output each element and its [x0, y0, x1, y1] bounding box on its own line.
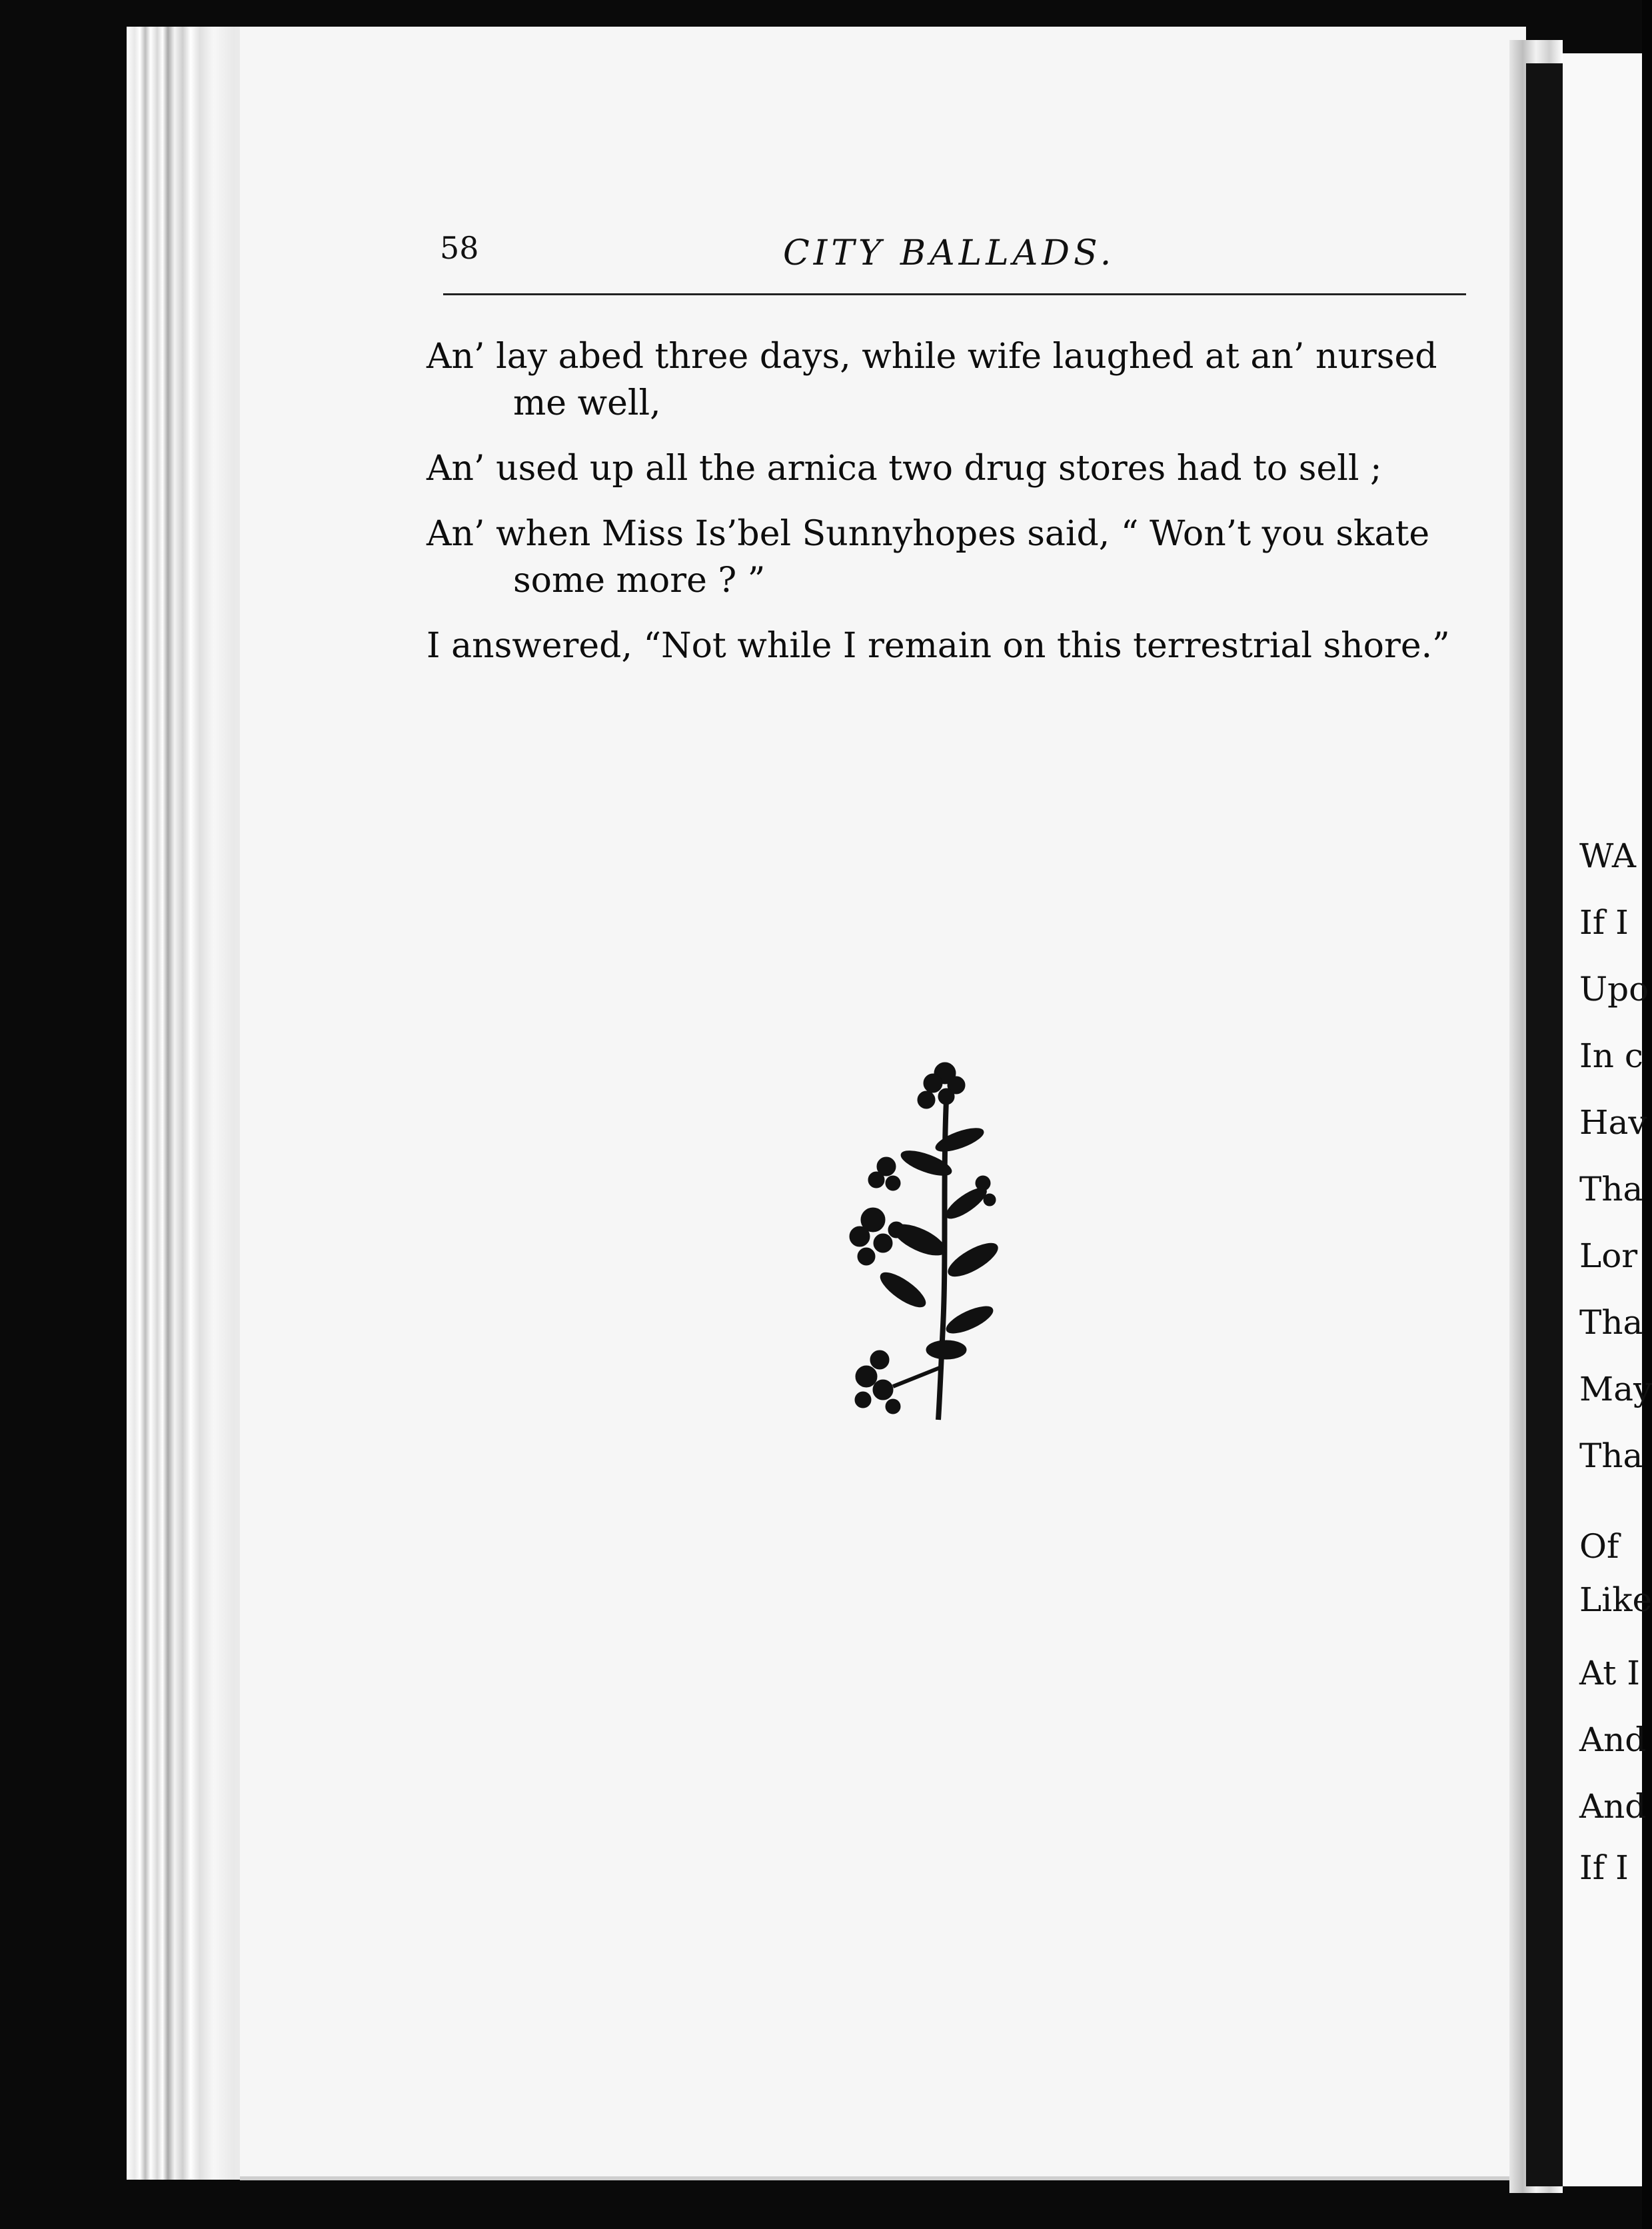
poem-line: I answered, “Not while I remain on this terrestrial shore.”	[426, 626, 1450, 666]
right-line: May	[1579, 1370, 1652, 1408]
flower-cluster-bottom	[855, 1350, 900, 1414]
right-line: In c	[1579, 1037, 1643, 1075]
running-head: CITY BALLADS.	[783, 233, 1116, 273]
floral-ornament	[846, 1047, 1020, 1446]
right-line: At I	[1579, 1654, 1640, 1692]
flower-cluster-top	[918, 1063, 965, 1109]
right-line: Of	[1579, 1527, 1619, 1566]
right-line: Tha	[1579, 1303, 1643, 1342]
right-line: Lor	[1579, 1236, 1638, 1275]
flower-cluster-left	[868, 1157, 900, 1190]
page-header	[440, 227, 1466, 293]
poem-line: some more ? ”	[513, 561, 766, 601]
flower-cluster-middle	[850, 1208, 904, 1265]
right-line: And	[1579, 1720, 1647, 1759]
right-line: Tha	[1579, 1436, 1643, 1475]
right-line: Hav	[1579, 1103, 1647, 1142]
right-line: Like	[1579, 1580, 1652, 1619]
poem-line: An’ used up all the arnica two drug stores had to sell ;	[426, 449, 1382, 489]
right-line: Upo	[1579, 970, 1649, 1009]
poem-line: An’ lay abed three days, while wife laughed at an’ nursed	[426, 337, 1437, 377]
right-line: If I	[1579, 1848, 1629, 1887]
right-line: And	[1579, 1787, 1647, 1826]
poem-line: An’ when Miss Is’bel Sunnyhopes said, “ Won’t you skate	[426, 514, 1430, 554]
poem-text	[426, 333, 1493, 669]
right-page	[1563, 53, 1652, 2186]
page-number: 58	[440, 230, 479, 266]
poem-line: me well,	[513, 383, 661, 423]
gutter-shadow	[1526, 63, 1563, 2186]
right-line: If I	[1579, 903, 1629, 942]
header-rule	[443, 293, 1466, 295]
right-line: WA	[1579, 837, 1637, 875]
right-line: Tha	[1579, 1170, 1643, 1208]
